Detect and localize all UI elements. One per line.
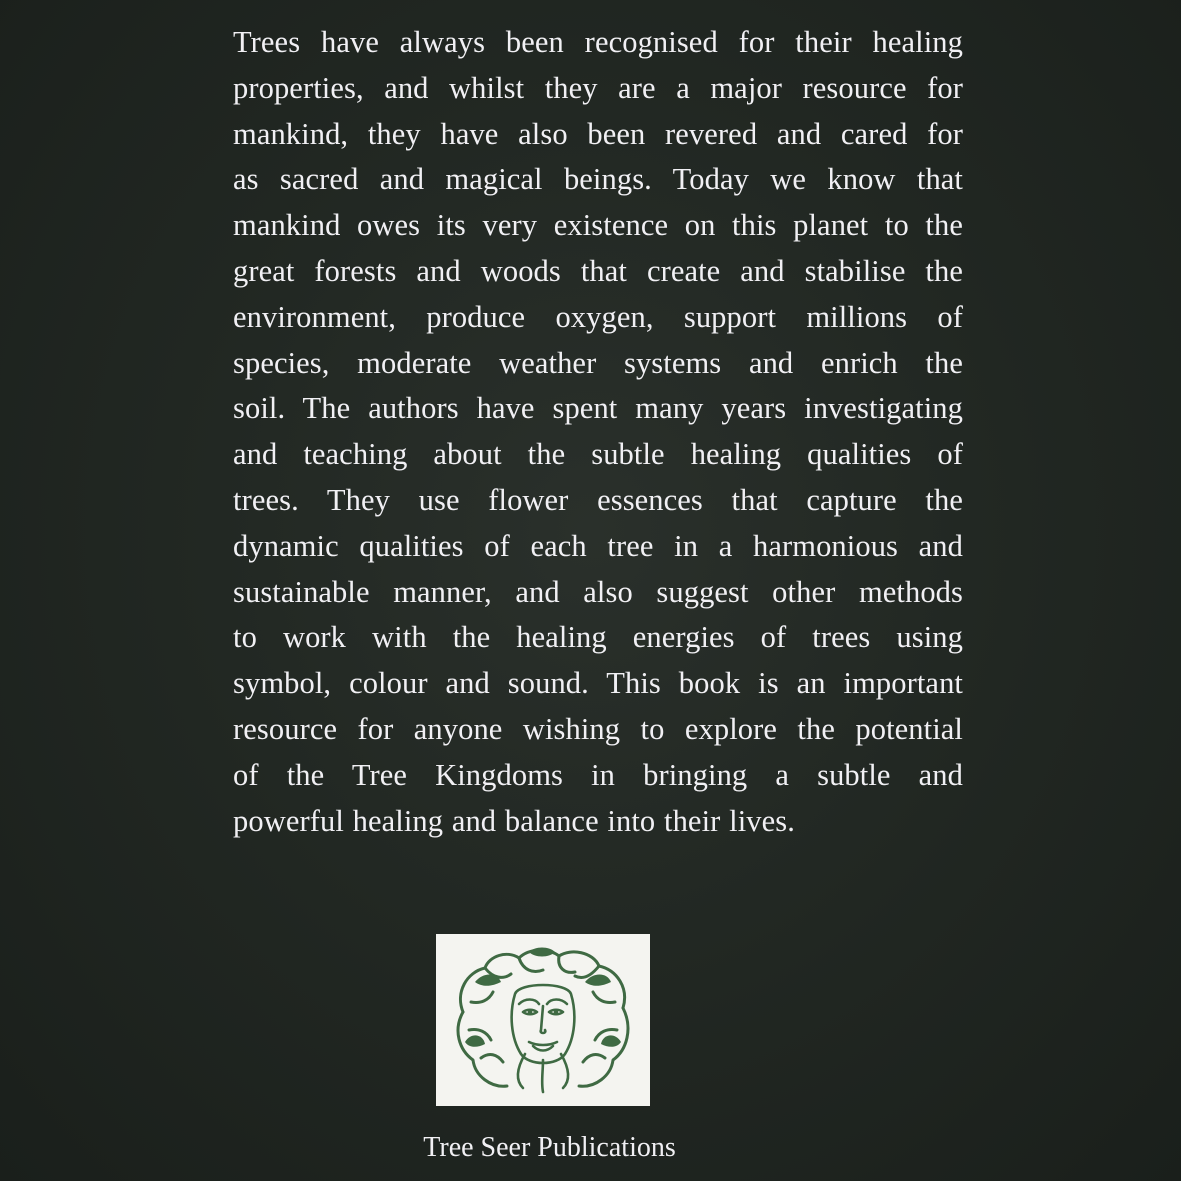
blurb-line: mankind owes its very existence on this planet to the [233,208,963,243]
blurb-line: trees. They use flower essences that capture the [233,482,963,517]
blurb-line: and teaching about the subtle healing qualities of [233,437,963,472]
blurb-line: dynamic qualities of each tree in a harmonious and [233,528,963,563]
publisher-name: Tree Seer Publications [423,1132,676,1163]
blurb-line: to work with the healing energies of trees using [233,620,963,655]
green-man-leaf-face-icon [445,942,641,1098]
blurb-line: sustainable manner, and also suggest other methods [233,574,963,609]
blurb-line: properties, and whilst they are a major resource for [233,70,963,105]
blurb-line: powerful healing and balance into their lives. [233,803,795,838]
blurb-line: resource for anyone wishing to explore the potential [233,711,963,746]
blurb-line: great forests and woods that create and stabilise the [233,253,963,288]
blurb-line: soil. The authors have spent many years investigating [233,391,963,426]
blurb-line: symbol, colour and sound. This book is an important [233,666,963,701]
blurb-line: environment, produce oxygen, support millions of [233,299,963,334]
blurb-line: mankind, they have also been revered and cared for [233,116,963,151]
blurb-line: species, moderate weather systems and enrich the [233,345,963,380]
blurb-line: as sacred and magical beings. Today we know that [233,162,963,197]
back-cover-blurb [233,20,963,844]
blurb-line: of the Tree Kingdoms in bringing a subtle and [233,757,963,792]
publisher-logo [436,934,650,1106]
blurb-line: Trees have always been recognised for their healing [233,25,963,59]
